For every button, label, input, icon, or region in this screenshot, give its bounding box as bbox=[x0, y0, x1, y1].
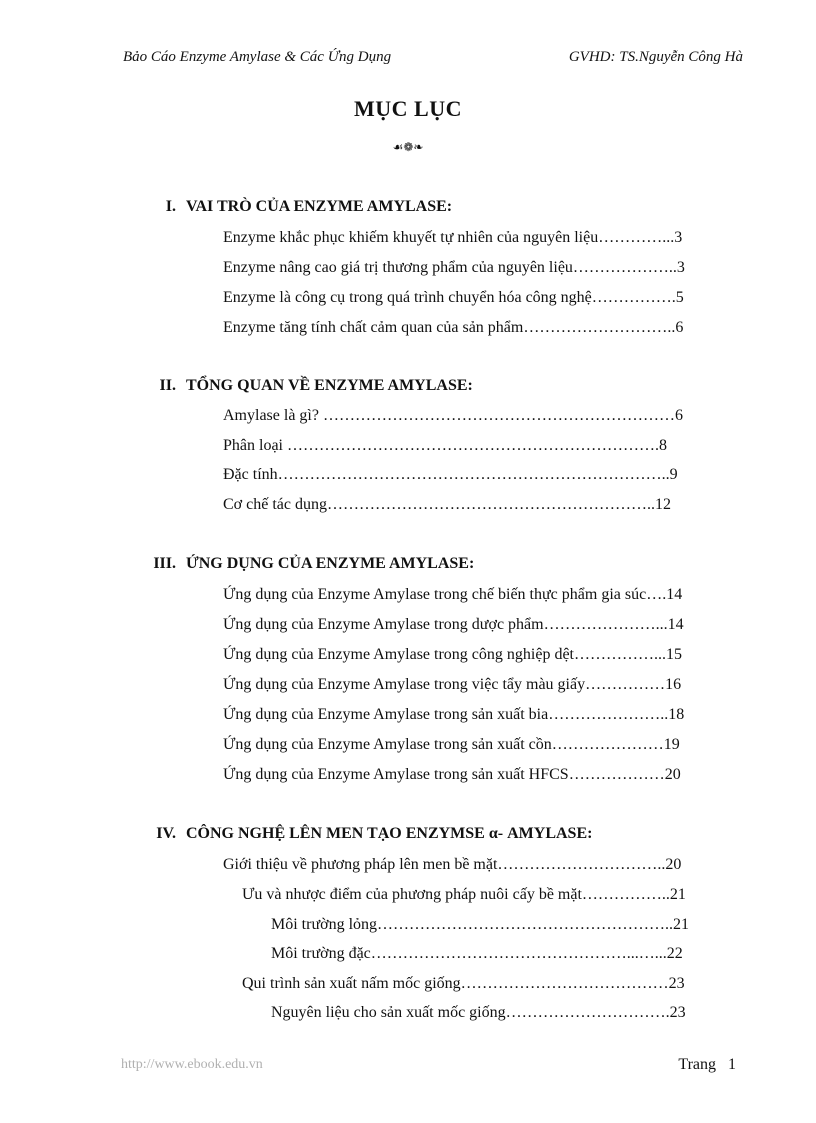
entry-text: Ứng dụng của Enzyme Amylase trong công nghiệp dệt……………...15 bbox=[223, 646, 682, 663]
section-title: ỨNG DỤNG CỦA ENZYME AMYLASE: bbox=[186, 555, 475, 572]
section-number: II. bbox=[159, 377, 176, 394]
section-number: I. bbox=[165, 198, 176, 215]
entry-text: Qui trình sản xuất nấm mốc giống…………………………………23 bbox=[242, 975, 685, 992]
entry-text: Ưu và nhược điểm của phương pháp nuôi cấy bề mặt……………..21 bbox=[242, 886, 686, 903]
section-title: VAI TRÒ CỦA ENZYME AMYLASE: bbox=[186, 198, 453, 215]
footer-url-link[interactable]: http://www.ebook.edu.vn bbox=[121, 1057, 263, 1072]
entry-text: Ứng dụng của Enzyme Amylase trong việc tẩy màu giấy……………16 bbox=[223, 676, 682, 693]
entry-text: Ứng dụng của Enzyme Amylase trong sản xuất cồn…………………19 bbox=[223, 736, 680, 753]
header-instructor: GVHD: TS.Nguyễn Công Hà bbox=[568, 49, 743, 65]
section-title: TỔNG QUAN VỀ ENZYME AMYLASE: bbox=[186, 377, 473, 394]
entry-text: Ứng dụng của Enzyme Amylase trong sản xuất bia…………………..18 bbox=[223, 706, 685, 723]
page-title: MỤC LỤC bbox=[354, 96, 462, 121]
entry-text: Môi trường lỏng………………………………………………..21 bbox=[271, 916, 690, 933]
entry-text: Môi trường đặc…………………………………………...…...22 bbox=[271, 945, 683, 962]
entry-text: Amylase là gì? …………………………………………………………6 bbox=[223, 407, 683, 424]
entry-text: Enzyme tăng tính chất cảm quan của sản phẩm………………………..6 bbox=[223, 319, 684, 336]
ornament-icon: ☙❁❧ bbox=[392, 140, 424, 154]
entry-text: Ứng dụng của Enzyme Amylase trong sản xuất HFCS………………20 bbox=[223, 766, 681, 783]
entry-text: Nguyên liệu cho sản xuất mốc giống………………………….23 bbox=[271, 1004, 686, 1021]
entry-text: Phân loại …………………………………………………………….8 bbox=[223, 437, 667, 454]
section-number: IV. bbox=[156, 825, 176, 842]
entry-text: Đặc tính………………………………………………………………..9 bbox=[223, 466, 678, 483]
entry-text: Enzyme khắc phục khiếm khuyết tự nhiên của nguyên liệu…………...3 bbox=[223, 229, 683, 246]
entry-text: Giới thiệu về phương pháp lên men bề mặt…………………………..20 bbox=[223, 856, 682, 873]
page-number: Trang 1 bbox=[678, 1056, 736, 1073]
entry-text: Ứng dụng của Enzyme Amylase trong chế biến thực phẩm gia súc….14 bbox=[223, 586, 683, 603]
entry-text: Enzyme là công cụ trong quá trình chuyển hóa công nghệ…………….5 bbox=[223, 289, 684, 306]
section-number: III. bbox=[153, 555, 176, 572]
entry-text: Enzyme nâng cao giá trị thương phẩm của nguyên liệu………………..3 bbox=[223, 259, 685, 276]
entry-text: Ứng dụng của Enzyme Amylase trong dược phẩm…………………...14 bbox=[223, 616, 684, 633]
header-report-title: Bảo Cáo Enzyme Amylase & Các Ứng Dụng bbox=[123, 49, 392, 65]
section-title: CÔNG NGHỆ LÊN MEN TẠO ENZYMSE α- AMYLASE: bbox=[186, 825, 593, 842]
entry-text: Cơ chế tác dụng……………………………………………………..12 bbox=[223, 496, 671, 513]
